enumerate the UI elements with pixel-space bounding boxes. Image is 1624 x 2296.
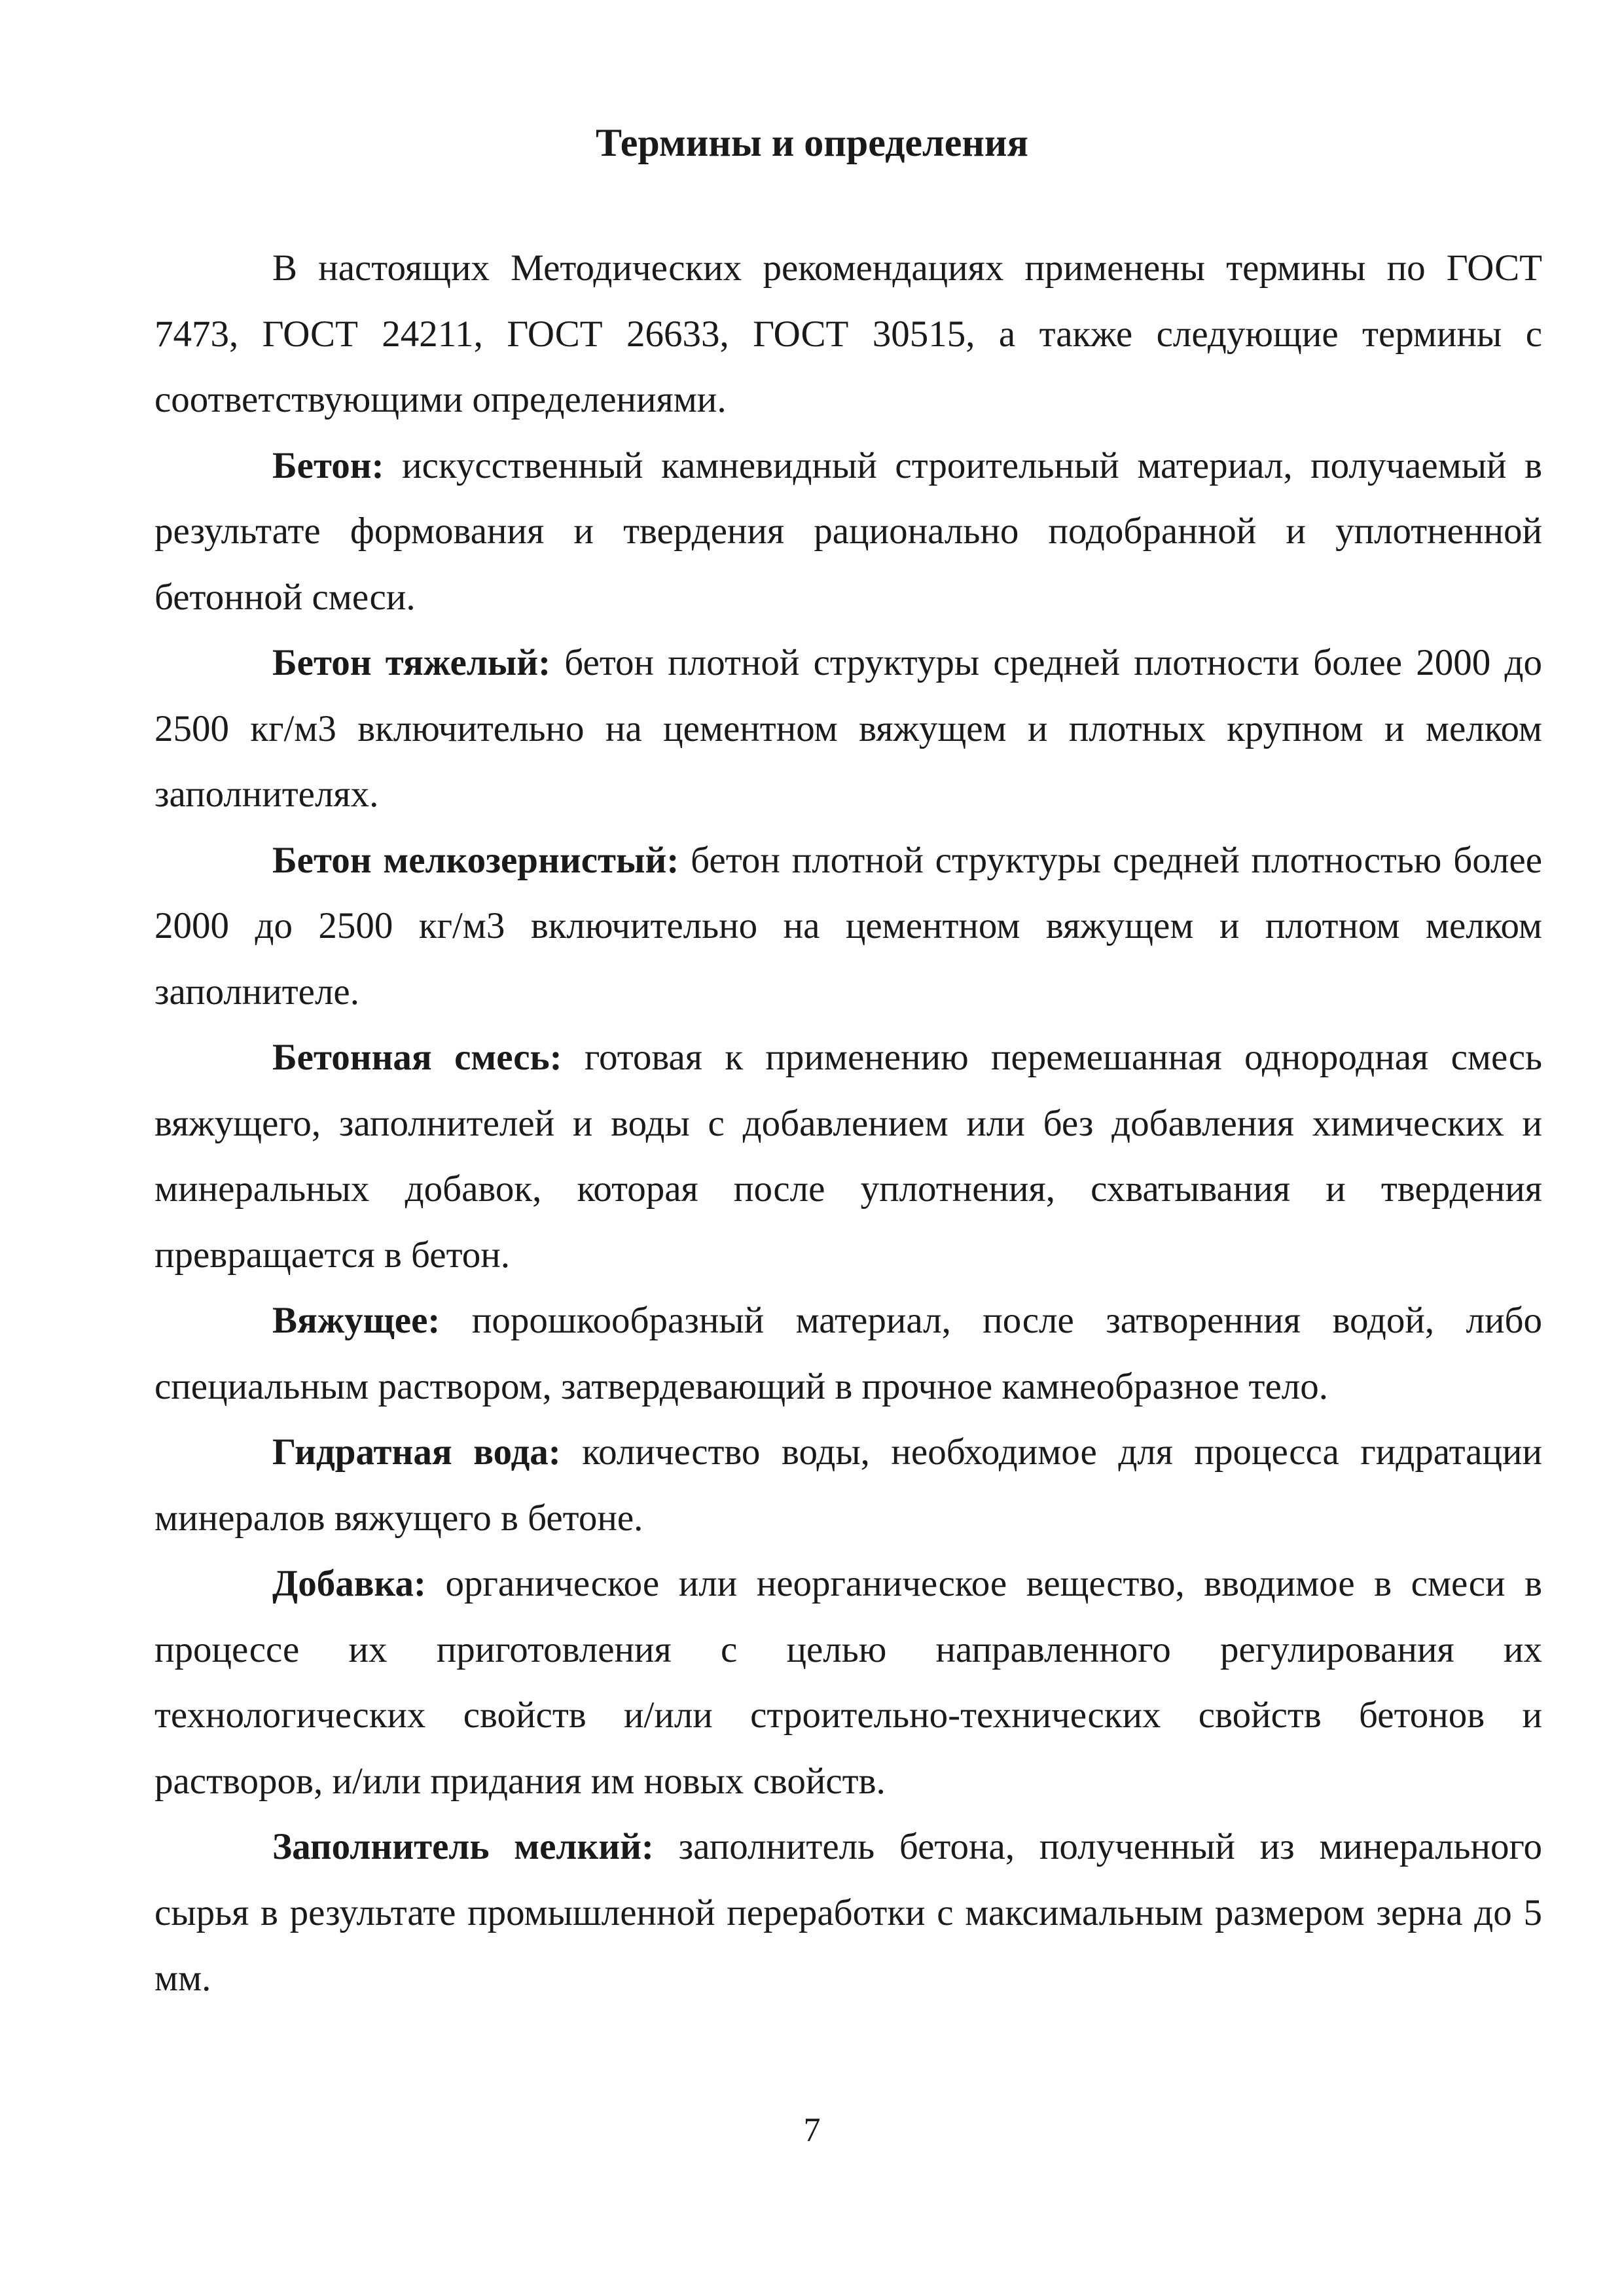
definition-paragraph xyxy=(154,1551,1542,1814)
definition-paragraph xyxy=(154,630,1542,828)
definition-term: Заполнитель мелкий: xyxy=(272,1826,654,1867)
document-body xyxy=(154,236,1542,2012)
definition-paragraph xyxy=(154,1814,1542,2012)
definition-paragraph xyxy=(154,1288,1542,1420)
definition-text: искусственный камневидный строительный материал, получаемый в результате формования и твердения рационально подобранной и уплотненной бетонной смеси. xyxy=(154,444,1542,618)
definition-paragraph xyxy=(154,1025,1542,1288)
definition-term: Добавка: xyxy=(272,1563,426,1604)
definition-text: заполнитель бетона, полученный из минерального сырья в результате промышленной переработки с максимальным размером зерна до 5 мм. xyxy=(154,1826,1542,1999)
definition-term: Вяжущее: xyxy=(272,1300,441,1341)
definition-text: бетон плотной структуры средней плотности более 2000 до 2500 кг/м3 включительно на цементном вяжущем и плотных крупном и мелком заполнителях. xyxy=(154,642,1542,815)
definition-term: Бетон: xyxy=(272,444,384,486)
definition-text: порошкообразный материал, после затворенния водой, либо специальным раствором, затвердевающий в прочное камнеобразное тело. xyxy=(154,1300,1542,1407)
definition-term: Бетон мелкозернистый: xyxy=(272,839,679,881)
definition-text: органическое или неорганическое вещество, вводимое в смеси в процессе их приготовления с целью направленного регулирования их технологических свойств и/или строительно-технических свойств бетонов и растворов, и/или придания им новых свойств. xyxy=(154,1563,1542,1802)
intro-paragraph: В настоящих Методических рекомендациях применены термины по ГОСТ 7473, ГОСТ 24211, ГОСТ 26633, ГОСТ 30515, а также следующие термины с соответствующими определениями. xyxy=(154,247,1542,420)
page-number: 7 xyxy=(803,2111,821,2149)
definition-term: Бетон тяжелый: xyxy=(272,642,551,683)
definition-term: Гидратная вода: xyxy=(272,1431,561,1473)
definition-paragraph xyxy=(154,828,1542,1026)
definition-paragraph xyxy=(154,433,1542,631)
page-title: Термины и определения xyxy=(596,121,1028,164)
definition-term: Бетонная смесь: xyxy=(272,1037,562,1078)
definition-text: готовая к применению перемешанная однородная смесь вяжущего, заполнителей и воды с добавлением или без добавления химических и минеральных добавок, которая после уплотнения, схватывания и твердения превращается в бетон. xyxy=(154,1037,1542,1276)
definition-text: бетон плотной структуры средней плотностью более 2000 до 2500 кг/м3 включительно на цементном вяжущем и плотном мелком заполнителе. xyxy=(154,839,1543,1013)
definition-paragraph xyxy=(154,1420,1542,1551)
definition-text: количество воды, необходимое для процесса гидратации минералов вяжущего в бетоне. xyxy=(154,1431,1542,1539)
